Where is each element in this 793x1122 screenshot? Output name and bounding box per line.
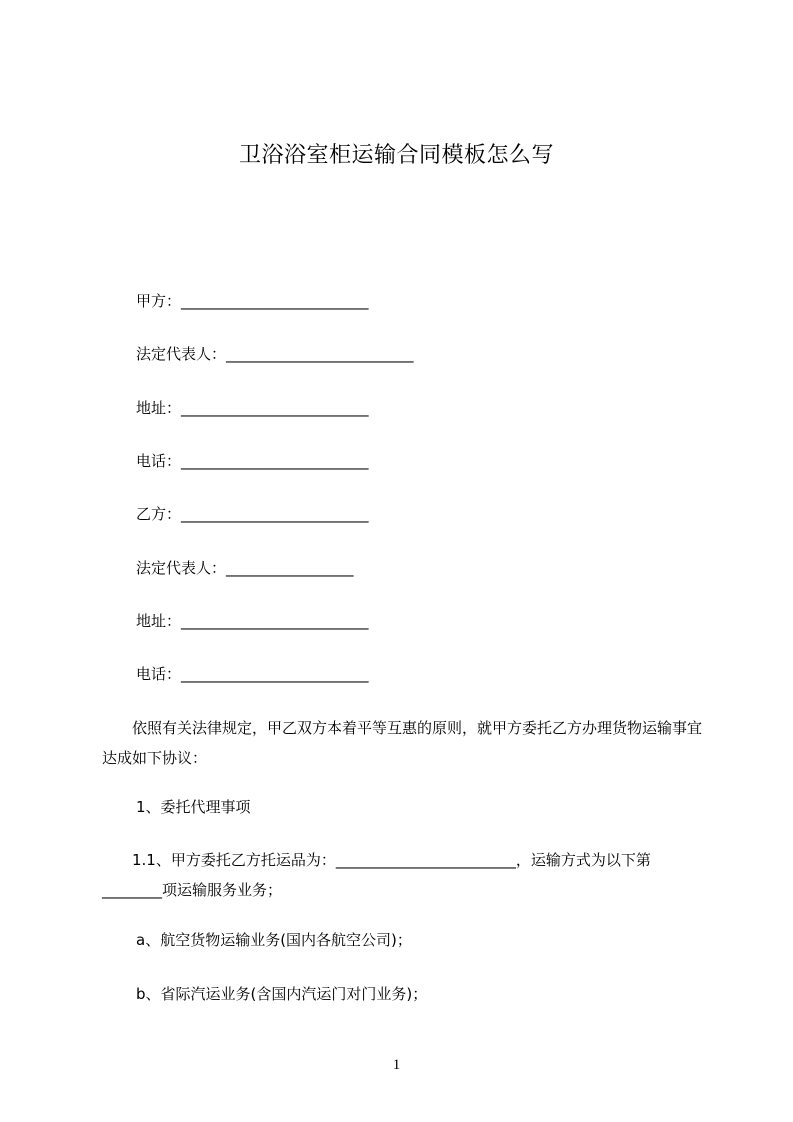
party-b-line: 乙方：_________________________ (136, 505, 369, 523)
party-b-address-line: 地址：_________________________ (136, 612, 369, 630)
party-b-legal-rep-line: 法定代表人：_________________ (136, 559, 354, 577)
intro-paragraph: 依照有关法律规定，甲乙双方本着平等互惠的原则，就甲方委托乙方办理货物运输事宜达成如下协议： (102, 719, 703, 767)
party-a-address-line: 地址：_________________________ (136, 399, 369, 417)
party-b-phone-line: 电话：_________________________ (136, 665, 369, 683)
page-number: 1 (392, 1057, 401, 1073)
party-a-legal-rep-line: 法定代表人：_________________________ (136, 345, 414, 363)
party-a-phone-line: 电话：_________________________ (136, 452, 369, 470)
section-heading: 1、委托代理事项 (136, 798, 251, 816)
document-title: 卫浴浴室柜运输合同模板怎么写 (238, 143, 554, 168)
list-item-a: a、航空货物运输业务(国内各航空公司)； (136, 931, 412, 949)
clause-paragraph: 1.1、甲方委托乙方托运品为：________________________，运输方式为以下第________项运输服务业务； (102, 851, 651, 899)
list-item-b: b、省际汽运业务(含国内汽运门对门业务)； (136, 985, 428, 1003)
party-a-line: 甲方：_________________________ (136, 292, 369, 310)
